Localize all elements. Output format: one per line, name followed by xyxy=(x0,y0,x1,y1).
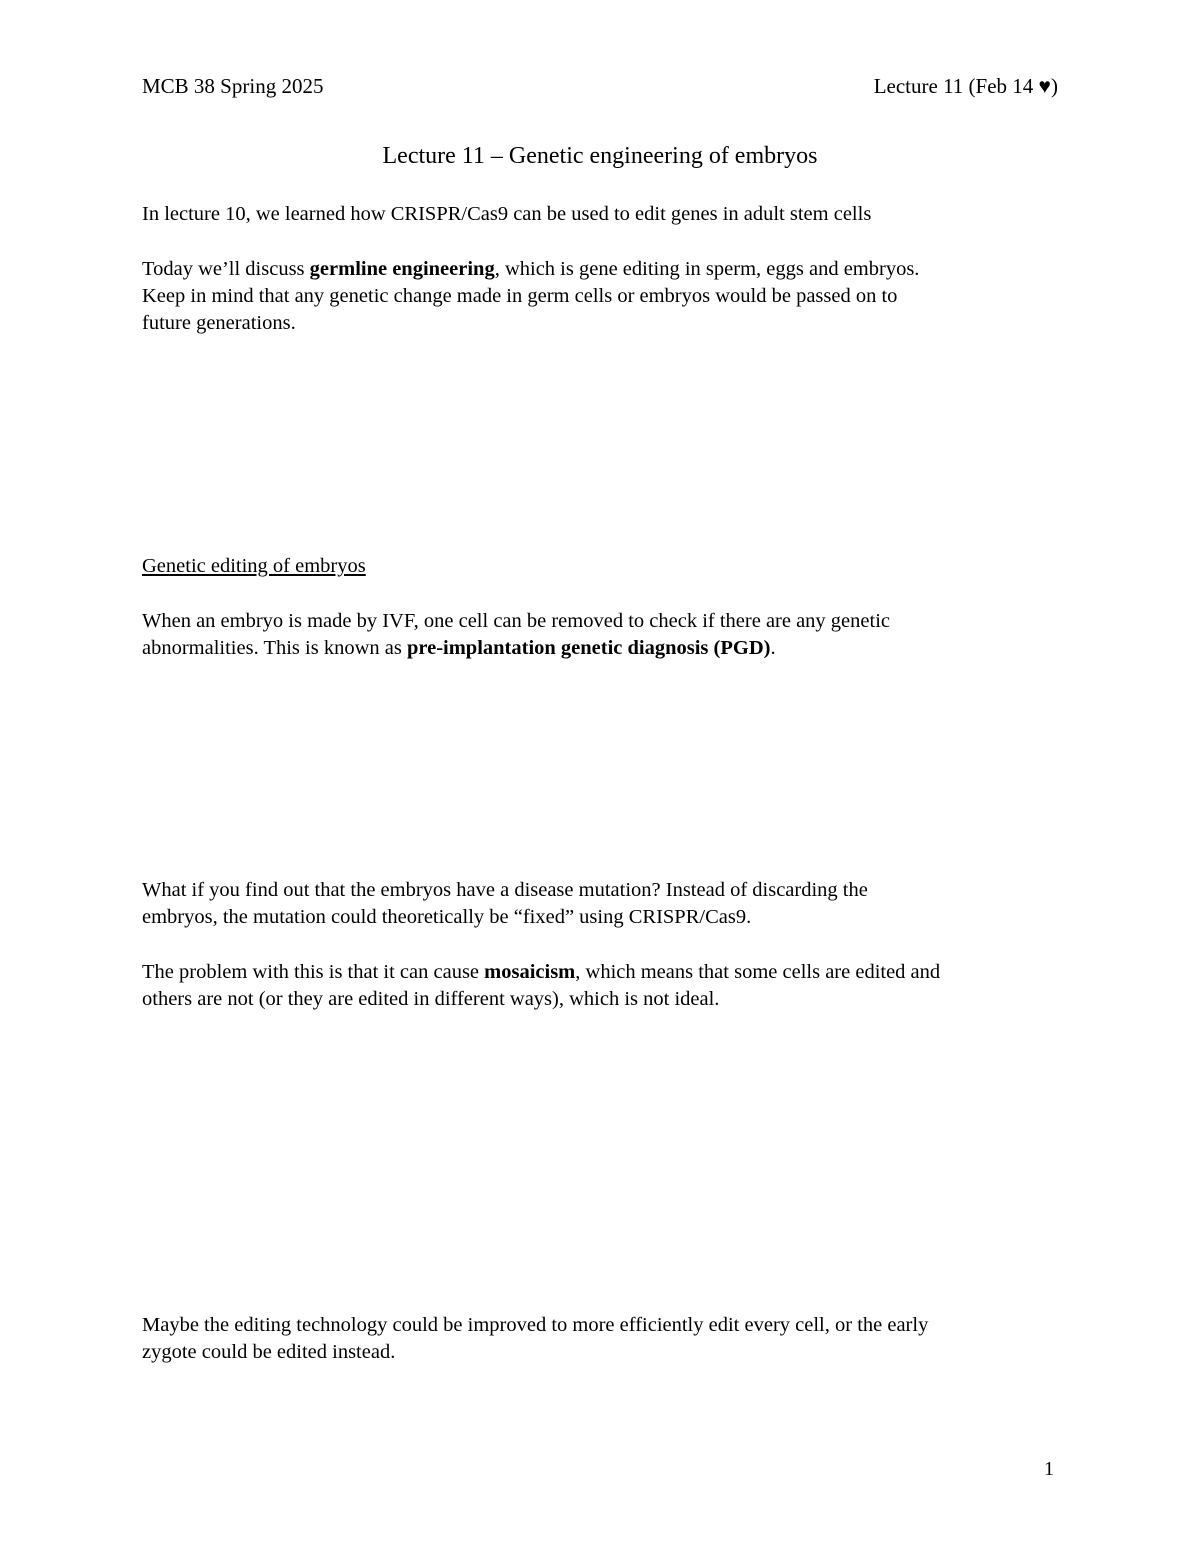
pgd-line-2-start: abnormalities. This is known as xyxy=(142,637,407,659)
section-block xyxy=(142,553,1082,580)
header-course: MCB 38 Spring 2025 xyxy=(142,74,324,98)
mosaicism-line-1-end: , which means that some cells are edited and xyxy=(575,961,941,983)
mosaicism-line-1-start: The problem with this is that it can cause xyxy=(142,961,485,983)
pgd-line-2-end: . xyxy=(770,637,776,659)
page-number: 1 xyxy=(1044,1458,1054,1480)
page-title: Lecture 11 – Genetic engineering of embryos xyxy=(382,143,818,169)
germline-engineering-term: germline engineering xyxy=(309,258,495,280)
mosaicism-line-1 xyxy=(142,959,1082,986)
improvement-line-1: Maybe the editing technology could be improved to more efficiently edit every cell, or the early xyxy=(142,1314,929,1336)
pgd-line-1: When an embryo is made by IVF, one cell can be removed to check if there are any genetic xyxy=(142,610,890,632)
improvement-line-2: zygote could be edited instead. xyxy=(142,1341,396,1363)
germline-line-3: future generations. xyxy=(142,312,296,334)
mosaicism-term: mosaicism xyxy=(484,961,576,983)
mutation-paragraph xyxy=(142,877,1082,931)
pgd-term: pre-implantation genetic diagnosis (PGD) xyxy=(406,637,771,659)
pgd-paragraph xyxy=(142,608,1082,662)
pgd-line-2 xyxy=(142,635,1082,662)
section-heading: Genetic editing of embryos xyxy=(142,555,366,577)
germline-paragraph xyxy=(142,256,1082,337)
intro-text: In lecture 10, we learned how CRISPR/Cas9 can be used to edit genes in adult stem cells xyxy=(142,203,872,225)
germline-line-1 xyxy=(142,256,1082,283)
intro-paragraph xyxy=(142,201,1082,228)
mutation-line-2: embryos, the mutation could theoretically be “fixed” using CRISPR/Cas9. xyxy=(142,906,752,928)
germline-line-1-end: , which is gene editing in sperm, eggs and embryos. xyxy=(494,258,920,280)
mosaicism-paragraph xyxy=(142,959,1082,1013)
germline-line-2: Keep in mind that any genetic change made in germ cells or embryos would be passed on to xyxy=(142,285,898,307)
mosaicism-line-2: others are not (or they are edited in different ways), which is not ideal. xyxy=(142,988,720,1010)
germline-line-1-start: Today we’ll discuss xyxy=(142,258,310,280)
improvement-paragraph xyxy=(142,1312,1082,1366)
header-lecture-info: Lecture 11 (Feb 14 ♥) xyxy=(873,74,1058,98)
mutation-line-1: What if you find out that the embryos have a disease mutation? Instead of discarding the xyxy=(142,879,868,901)
